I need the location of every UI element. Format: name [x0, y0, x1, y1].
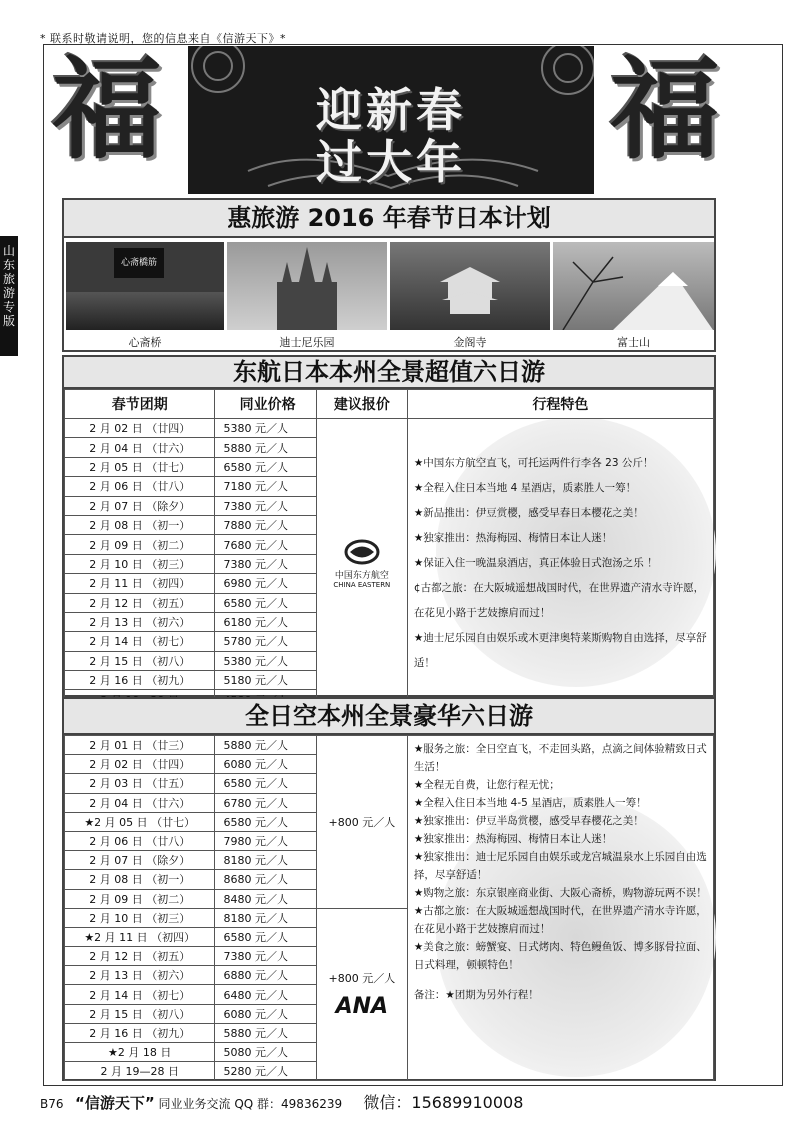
tour-date: 2 月 11 日 （初四）: [65, 574, 215, 593]
footer-qq: 同业业务交流 QQ 群：49836239: [158, 1097, 343, 1111]
feature-item: ★全程无自费，让您行程无忧；: [413, 779, 560, 791]
tour-date: 2 月 14 日 （初七）: [65, 985, 215, 1004]
tour-date: 2 月 05 日 （廿七）: [65, 457, 215, 476]
tour-date: 2 月 16 日 （初九）: [65, 671, 215, 690]
tour-price: 7180 元／人: [215, 477, 316, 496]
tour-price: 7380 元／人: [215, 554, 316, 573]
feature-item: ★独家推出：迪士尼乐园自由娱乐或龙宫城温泉水上乐园自由选择，尽享舒适！: [413, 851, 707, 881]
tour-price: 5380 元／人: [215, 419, 316, 438]
header-price: 同业价格: [215, 390, 316, 419]
photo-kinkakuji: [390, 242, 550, 330]
tour-date: 2 月 07 日 （除夕）: [65, 851, 215, 870]
quote-cell-1: [316, 736, 407, 909]
header-dates: 春节团期: [65, 390, 215, 419]
tour-price: 7380 元／人: [215, 496, 316, 515]
table-row: [65, 419, 714, 438]
tour-date: 2 月 10 日 （初三）: [65, 554, 215, 573]
tour-date: 2 月 15 日 （初八）: [65, 1004, 215, 1023]
feature-item: ★全程入住日本当地 4 星酒店，质素胜人一筹！: [413, 482, 637, 495]
airline-name-cn: 中国东方航空: [334, 570, 389, 581]
tour-price: 6580 元／人: [215, 457, 316, 476]
feature-item: ★古都之旅：在大阪城遥想战国时代，在世界遗产清水寺许愿，在花见小路于艺妓擦肩而过！: [413, 905, 707, 935]
ana-table: [64, 735, 714, 1081]
tour-price: 5880 元／人: [215, 1023, 316, 1042]
tour-price: 5780 元／人: [215, 632, 316, 651]
tour-date: 2 月 03 日 （廿五）: [65, 774, 215, 793]
features-cell: [407, 419, 713, 710]
tour-date: 2 月 10 日 （初三）: [65, 908, 215, 927]
tour-date: 2 月 02 日 （廿四）: [65, 419, 215, 438]
tour-date: 2 月 04 日 （廿六）: [65, 793, 215, 812]
feature-item: ★购物之旅：东京银座商业街、大阪心斋桥，购物游玩两不误！: [413, 887, 707, 899]
tour-price: 6780 元／人: [215, 793, 316, 812]
ana-logo: ANA: [335, 994, 389, 1020]
fu-character-right: 福: [610, 45, 720, 174]
banner-line-2: 过大年: [316, 135, 466, 189]
tour-date: 2 月 19—28 日: [65, 1062, 215, 1081]
tour-date: 2 月 12 日 （初五）: [65, 593, 215, 612]
caption-fuji: 富士山: [617, 336, 650, 349]
china-eastern-logo-icon: [342, 539, 382, 565]
feature-item: ★美食之旅：螃蟹宴、日式烤肉、特色鳗鱼饭、博多豚骨拉面、日式料理，顿顿特色！: [413, 941, 707, 971]
tour-date: ★2 月 18 日: [65, 1043, 215, 1062]
new-year-banner: [188, 46, 594, 194]
tour-price: 6580 元／人: [215, 927, 316, 946]
spring-plan-section: [62, 198, 716, 352]
tour-date: 2 月 14 日 （初七）: [65, 632, 215, 651]
tour-date: ★2 月 05 日 （廿七）: [65, 812, 215, 831]
airline-name-en: CHINA EASTERN: [333, 580, 391, 589]
tour-date: 2 月 01 日 （廿三）: [65, 736, 215, 755]
castle-icon: [227, 242, 387, 330]
feature-item: ★独家推出：热海梅园、梅情日本让人迷！: [413, 833, 613, 845]
tour-date: 2 月 16 日 （初九）: [65, 1023, 215, 1042]
tour-date: ★2 月 11 日 （初四）: [65, 927, 215, 946]
tour-date: 2 月 13 日 （初六）: [65, 966, 215, 985]
section1-title: 惠旅游 2016 年春节日本计划: [64, 200, 714, 238]
feature-item: ★独家推出：伊豆半岛赏樱，感受早春樱花之美！: [413, 815, 644, 827]
footer: [40, 1090, 523, 1113]
note: 备注：★团期为另外行程！: [413, 989, 539, 1001]
tour-date: 2 月 09 日 （初二）: [65, 889, 215, 908]
tour-date: 2 月 06 日 （廿八）: [65, 477, 215, 496]
tour-price: 8480 元／人: [215, 889, 316, 908]
top-note: * 联系时敬请说明，您的信息来自《信游天下》*: [40, 32, 286, 45]
features-cell: [407, 736, 713, 1081]
tour-date: 2 月 06 日 （廿八）: [65, 831, 215, 850]
tour-date: 2 月 08 日 （初一）: [65, 870, 215, 889]
section3-title: 全日空本州全景豪华六日游: [64, 697, 714, 735]
feature-item: ★独家推出：热海梅园、梅情日本让人迷！: [413, 532, 613, 545]
header-features: 行程特色: [407, 390, 713, 419]
banner-line-1: 迎新春: [316, 83, 466, 137]
tour-date: 2 月 08 日 （初一）: [65, 515, 215, 534]
feature-item: ★保证入住一晚温泉酒店，真正体验日式泡汤之乐 ！: [413, 557, 658, 570]
tour-price: 7680 元／人: [215, 535, 316, 554]
tour-date: 2 月 09 日 （初二）: [65, 535, 215, 554]
tour-price: 6480 元／人: [215, 985, 316, 1004]
tour-price: 5380 元／人: [215, 651, 316, 670]
tour-date: 2 月 07 日 （除夕）: [65, 496, 215, 515]
feature-item: ¢古都之旅：在大阪城遥想战国时代，在世界遗产清水寺许愿，在花见小路于艺妓擦肩而过！: [413, 582, 705, 620]
china-eastern-section: [62, 355, 716, 697]
tour-price: 5080 元／人: [215, 1043, 316, 1062]
caption-shinsaibashi: 心斋桥: [128, 336, 162, 349]
tour-date: 2 月 15 日 （初八）: [65, 651, 215, 670]
section2-title: 东航日本本州全景超值六日游: [64, 357, 714, 389]
china-eastern-table: [64, 389, 714, 710]
tour-price: 5280 元／人: [215, 1062, 316, 1081]
photo-fuji: [553, 242, 714, 330]
feature-item: ★新品推出：伊豆赏樱，感受早春日本樱花之美！: [413, 507, 644, 520]
tour-date: 2 月 12 日 （初五）: [65, 947, 215, 966]
photo-shinsaibashi: [66, 242, 224, 330]
feature-item: ★中国东方航空直飞，可托运两件行李各 23 公斤！: [413, 457, 654, 470]
photo-sign: 心斋橋筋: [114, 248, 164, 278]
tour-date: 2 月 04 日 （廿六）: [65, 438, 215, 457]
wechat-number: 15689910008: [411, 1093, 524, 1112]
tour-price: 7380 元／人: [215, 947, 316, 966]
quote-cell-2: [316, 908, 407, 1081]
temple-icon: [390, 242, 550, 330]
quote-value: +800 元／人: [328, 815, 396, 829]
footer-brand: “信游天下”: [74, 1094, 155, 1112]
tour-price: 8680 元／人: [215, 870, 316, 889]
tour-price: 7880 元／人: [215, 515, 316, 534]
tour-price: 6580 元／人: [215, 593, 316, 612]
tour-price: 5180 元／人: [215, 671, 316, 690]
airline-logo-cell: [316, 419, 407, 710]
caption-kinkakuji: 金阁寺: [453, 336, 487, 349]
fu-character-left: 福: [52, 45, 162, 174]
side-tab: 山东旅游专版: [0, 236, 18, 356]
tour-price: 7980 元／人: [215, 831, 316, 850]
tour-price: 6080 元／人: [215, 755, 316, 774]
tour-date: 2 月 02 日 （廿四）: [65, 755, 215, 774]
tour-price: 6580 元／人: [215, 812, 316, 831]
quote-value: +800 元／人: [328, 972, 396, 986]
ana-section: [62, 697, 716, 1081]
tour-price: 8180 元／人: [215, 851, 316, 870]
photo-disney: [227, 242, 387, 330]
tour-price: 6080 元／人: [215, 1004, 316, 1023]
table-row: [65, 736, 714, 755]
tour-price: 8180 元／人: [215, 908, 316, 927]
tour-price: 6980 元／人: [215, 574, 316, 593]
tour-price: 5880 元／人: [215, 736, 316, 755]
tour-price: 6580 元／人: [215, 774, 316, 793]
tour-price: 6180 元／人: [215, 612, 316, 631]
mountain-icon: [553, 242, 714, 330]
header-quote: 建议报价: [316, 390, 407, 419]
caption-disney: 迪士尼乐园: [279, 336, 335, 349]
tour-price: 6880 元／人: [215, 966, 316, 985]
feature-item: ★全程入住日本当地 4-5 星酒店，质素胜人一筹！: [413, 797, 647, 809]
tour-price: 5880 元／人: [215, 438, 316, 457]
feature-item: ★服务之旅：全日空直飞，不走回头路，点滴之间体验精致日式生活！: [413, 743, 707, 773]
page-number: B76: [40, 1097, 64, 1111]
tour-date: 2 月 13 日 （初六）: [65, 612, 215, 631]
wechat-label: 微信：: [363, 1093, 412, 1112]
feature-item: ★迪士尼乐园自由娱乐或木更津奥特莱斯购物自由选择，尽享舒适！: [413, 632, 707, 670]
